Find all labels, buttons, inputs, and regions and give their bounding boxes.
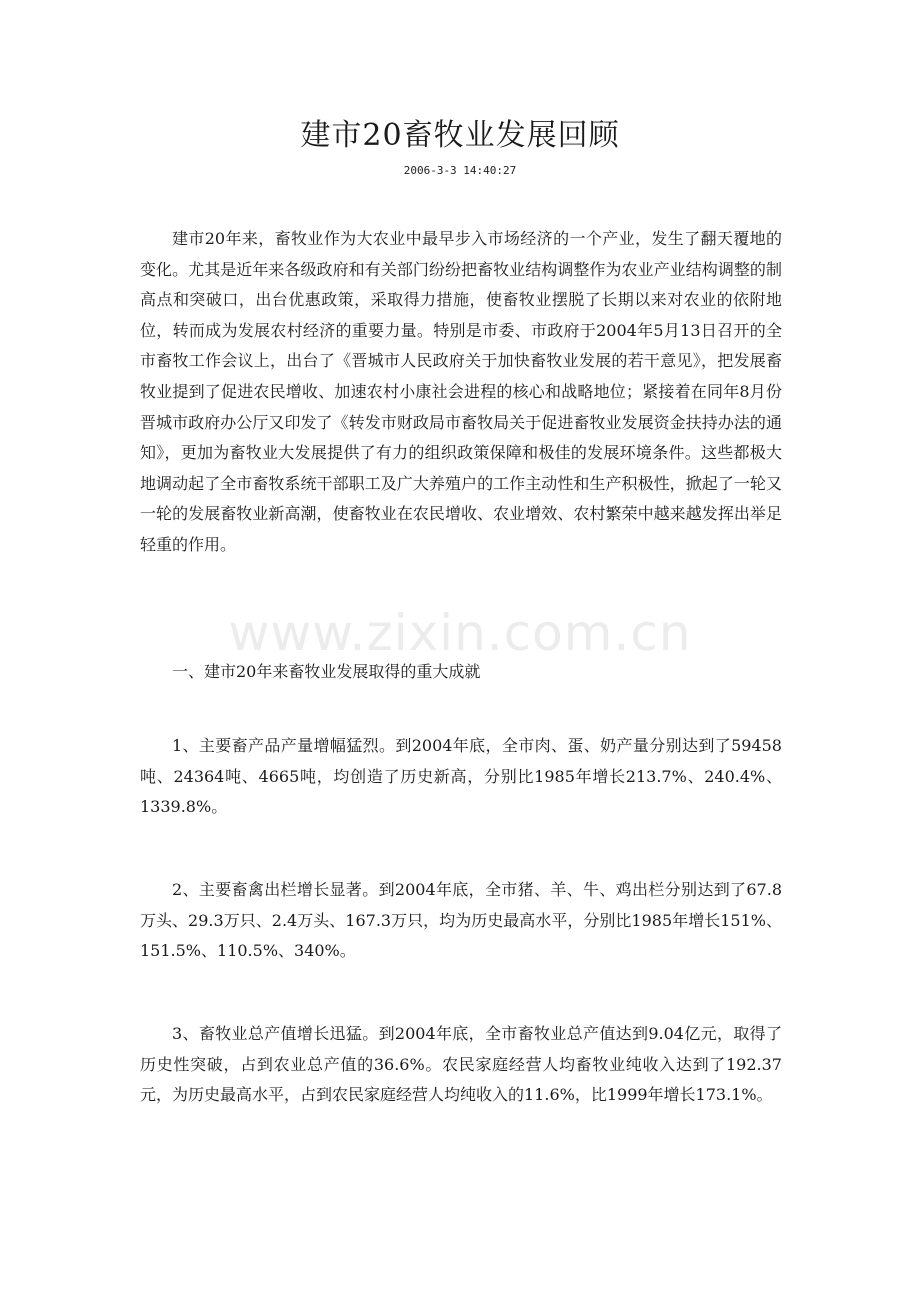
site-watermark: www.zixin.com.cn (228, 604, 692, 662)
achievement-paragraph-3: 3、畜牧业总产值增长迅猛。到2004年底，全市畜牧业总产值达到9.04亿元，取得了历史性突破，占到农业总产值的36.6%。农民家庭经营人均畜牧业纯收入达到了192.37元，为历史最高水平，占到农民家庭经营人均纯收入的11.6%，比1999年增长173.1%。 (140, 1024, 782, 1105)
intro-paragraph: 建市20年来，畜牧业作为大农业中最早步入市场经济的一个产业，发生了翻天覆地的变化。尤其是近年来各级政府和有关部门纷纷把畜牧业结构调整作为农业产业结构调整的制高点和突破口，出台优惠政策，采取得力措施，使畜牧业摆脱了长期以来对农业的依附地位，转而成为发展农村经济的重要力量。特别是市委、市政府于2004年5月13日召开的全市畜牧工作会议上，出台了《晋城市人民政府关于加快畜牧业发展的若干意见》，把发展畜牧业提到了促进农民增收、加速农村小康社会进程的核心和战略地位；紧接着在同年8月份晋城市政府办公厅又印发了《转发市财政局市畜牧局关于促进畜牧业发展资金扶持办法的通知》，更加为畜牧业大发展提供了有力的组织政策保障和极佳的发展环境条件。这些都极大地调动起了全市畜牧系统干部职工及广大养殖户的工作主动性和生产积极性，掀起了一轮又一轮的发展畜牧业新高潮，使畜牧业在农民增收、农业增效、农村繁荣中越来越发挥出举足轻重的作用。 (140, 229, 782, 554)
publish-date: 2006-3-3 14:40:27 (403, 164, 517, 177)
achievement-paragraph-2: 2、主要畜禽出栏增长显著。到2004年底，全市猪、羊、牛、鸡出栏分别达到了67.8万头、29.3万只、2.4万头、167.3万只，均为历史最高水平，分别比1985年增长151%、151.5%、110.5%、340%。 (140, 880, 782, 961)
document-title: 建市20畜牧业发展回顾 (300, 118, 620, 153)
section-heading: 一、建市20年来畜牧业发展取得的重大成就 (172, 662, 481, 681)
achievement-paragraph-1: 1、主要畜产品产量增幅猛烈。到2004年底，全市肉、蛋、奶产量分别达到了59458吨、24364吨、4665吨，均创造了历史新高，分别比1985年增长213.7%、240.4%、1339.8%。 (140, 736, 782, 817)
